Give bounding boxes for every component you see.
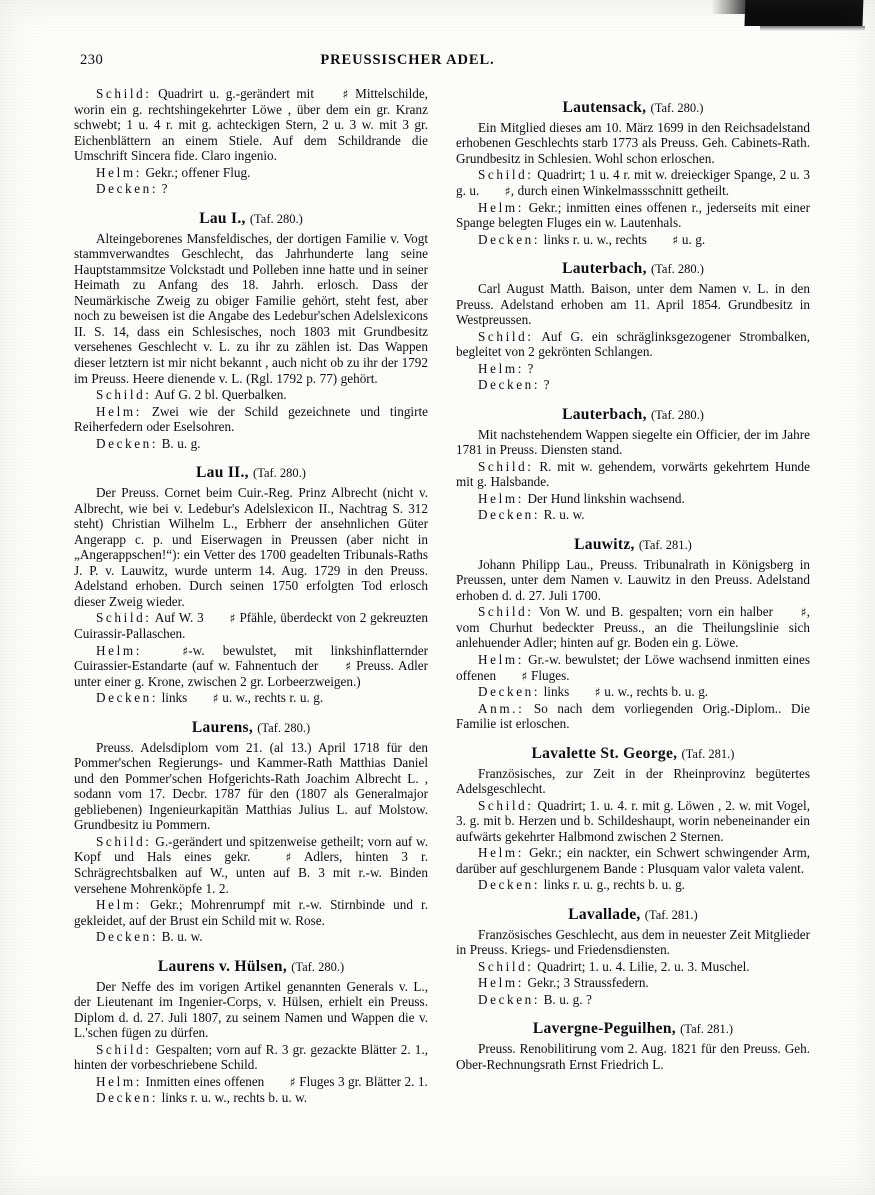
entry-field-paragraph — [456, 200, 810, 231]
heraldic-hatching-icon: ♯ — [800, 604, 807, 620]
entry-field-text: B. u. g. ? — [540, 991, 592, 1007]
entry-field-label: Helm: — [96, 1073, 142, 1089]
entry-heading — [456, 745, 810, 763]
entry-field-text: R. u. w. — [540, 507, 585, 523]
dictionary-entry — [74, 210, 428, 451]
dictionary-entry — [456, 536, 810, 732]
entry-field-paragraph — [456, 652, 810, 683]
entry-heading — [456, 406, 810, 424]
entry-field-text: B. u. w. — [158, 929, 203, 945]
entry-field-paragraph — [74, 181, 428, 197]
entry-plate-reference: (Taf. 281.) — [681, 746, 735, 761]
entry-plate-reference: (Taf. 281.) — [680, 1022, 734, 1037]
entry-family-name: Lauwitz, — [574, 535, 635, 553]
entry-field-label: Helm: — [96, 164, 142, 180]
entry-field-text: links r. u. g., rechts b. u. g. — [540, 877, 685, 893]
heraldic-hatching-icon: ♯ — [229, 610, 236, 626]
entry-field-paragraph — [456, 701, 810, 732]
heraldic-hatching-icon: ♯ — [345, 658, 352, 674]
heraldic-hatching-icon: ♯ — [504, 183, 511, 199]
entry-field-text: R. mit w. gehendem, vorwärts gekehrtem Hunde mit g. Halsbande. — [456, 458, 810, 490]
entry-family-name: Lavalette St. George, — [531, 744, 678, 762]
dictionary-entry — [456, 1020, 810, 1072]
entry-field-paragraph — [456, 232, 810, 248]
entry-family-name: Lavallade, — [568, 905, 641, 923]
entry-family-name: Lau II., — [196, 464, 249, 482]
heraldic-hatching-icon: ♯ — [212, 690, 219, 706]
entry-family-name: Lau I., — [199, 209, 246, 227]
entry-field-label: Schild: — [478, 328, 534, 344]
entry-field-paragraph — [456, 329, 810, 360]
entry-field-label: Schild: — [96, 610, 152, 626]
column-right — [456, 86, 810, 1108]
entry-heading — [456, 536, 810, 554]
entry-field-text: Der Preuss. Cornet beim Cuir.-Reg. Prinz Albrecht (nicht v. Albrecht, wie bei v. Ledebur's Adelslexicon II., Nachtrag S. 312 steht) Christian Wilhelm L., Erbherr der ansehnlichen Güter Angerapp c. p. und Eiserwagen in Preussen (aber nicht in „Angerappschen!“): ein Vetter des 1700 geadelten Tribunals-Raths J. P. v. Lauwitz, wurde unterm 14. Aug. 1729 in den Preuss. Adelstand erhoben. Durch seinen 1750 erfolgten Tod erlosch dieser Zweig wieder. — [74, 485, 428, 609]
entry-field-text: Zwei wie der Schild gezeichnete und tingirte Reiherfedern oder Eselsohren. — [74, 403, 428, 435]
entry-field-label: Decken: — [478, 377, 541, 393]
entry-body-paragraph — [74, 979, 428, 1041]
entry-field-text: links r. u. w., rechts ♯ u. g. — [540, 231, 706, 248]
entry-field-text: So nach dem vorliegenden Orig.-Diplom.. Die Familie ist erloschen. — [456, 700, 810, 732]
entry-field-text: Gr.-w. bewulstet; der Löwe wachsend inmitten eines offenen ♯ Fluges. — [456, 652, 810, 684]
entry-field-paragraph — [456, 975, 810, 991]
entry-field-paragraph — [456, 684, 810, 700]
entry-field-paragraph — [456, 377, 810, 393]
entry-field-text: ♯-w. bewulstet, mit linkshinflatternder Cuirassier-Estandarte (auf w. Fahnentuch der ♯ Preuss. Adler unter einer g. Krone, zwischen 2 gr. Lorbeerzweigen.) — [74, 642, 429, 689]
entry-field-paragraph — [456, 877, 810, 893]
entry-field-label: Helm: — [478, 652, 524, 668]
dictionary-entry — [456, 906, 810, 1008]
entry-field-paragraph — [74, 929, 428, 945]
text-columns — [74, 86, 811, 1108]
entry-heading — [74, 958, 428, 976]
entry-body-paragraph — [456, 120, 810, 167]
scan-artifact-black-smear — [744, 0, 863, 26]
entry-heading — [74, 210, 428, 228]
entry-field-label: Decken: — [96, 181, 159, 197]
entry-field-paragraph — [74, 1074, 428, 1090]
entry-field-text: Johann Philipp Lau., Preuss. Tribunalrath in Königsberg in Preussen, unter dem Namen v. Lauwitz in den Preuss. Adelstand erhoben d. d. 27. Juli 1700. — [456, 556, 810, 603]
entry-field-text: Ein Mitglied dieses am 10. März 1699 in den Reichsadelstand erhobenen Geschlechts starb 1773 als Preuss. Geh. Cabinets-Rath. Grundbesitz in Schlesien. Wohl schon erloschen. — [456, 119, 810, 166]
entry-field-text: Der Hund linkshin wachsend. — [523, 490, 685, 506]
entry-body-paragraph — [74, 485, 428, 609]
entry-field-paragraph — [456, 167, 810, 198]
entry-field-text: G.-gerändert und spitzenweise getheilt; vorn auf w. Kopf und Hals eines gekr. ♯ Adlers, hinten 3 r. Schrägrechtsbalken auf W., unten auf B. 3 mit r.-w. Binden versehene Mohrenköpfe 1. 2. — [74, 833, 429, 896]
entry-heading — [456, 99, 810, 117]
entry-field-paragraph — [74, 404, 428, 435]
entry-family-name: Lavergne-Peguilhen, — [532, 1020, 676, 1038]
entry-field-paragraph — [74, 1042, 428, 1073]
entry-field-text: Mit nachstehendem Wappen siegelte ein Officier, der im Jahre 1781 in Preuss. Diensten stand. — [456, 426, 810, 458]
entry-field-text: Gekr.; inmitten eines offenen r., jederseits mit einer Spange belegten Fluges ein w. Lautenhals. — [456, 199, 810, 231]
column-left — [74, 86, 428, 1108]
entry-field-label: Helm: — [478, 975, 524, 991]
entry-field-paragraph — [456, 459, 810, 490]
entry-body-paragraph — [456, 927, 810, 958]
entry-field-paragraph — [74, 436, 428, 452]
entry-heading — [456, 260, 810, 278]
entry-field-text: Preuss. Renobilitirung vom 2. Aug. 1821 für den Preuss. Geh. Ober-Rechnungsrath Ernst Friedrich L. — [456, 1041, 810, 1072]
entry-heading — [456, 906, 810, 924]
entry-field-text: Auf G. 2 bl. Querbalken. — [151, 387, 287, 403]
dictionary-entry — [74, 464, 428, 705]
entry-field-label: Schild: — [478, 167, 534, 183]
entry-field-text: links ♯ u. w., rechts r. u. g. — [158, 690, 324, 706]
entry-body-paragraph — [456, 427, 810, 458]
entry-plate-reference: (Taf. 280.) — [650, 262, 704, 277]
entry-heading — [74, 464, 428, 482]
entry-field-text: Der Neffe des im vorigen Artikel genannten Generals v. L., der Lieutenant im Ingenier-Corps, v. Hülsen, erhielt ein Preuss. Diplom d. d. 27. Juli 1807, zu seinem Namen und Wappen die v. L.'schen fügen zu dürfen. — [74, 978, 428, 1041]
entry-field-text: Quadrirt; 1. u. 4. r. mit g. Löwen , 2. w. mit Vogel, 3. g. mit b. Herzen und b. Schildeshaupt, worin nebeneinander ein aufwärts gekehrter Halbmond zwischen 2 Sternen. — [456, 797, 810, 844]
entry-plate-reference: (Taf. 280.) — [650, 407, 704, 422]
entry-field-paragraph — [456, 959, 810, 975]
dictionary-entry — [456, 745, 810, 893]
entry-plate-reference: (Taf. 280.) — [291, 959, 345, 974]
entry-field-text: Französisches, zur Zeit in der Rheinprovinz begütertes Adelsgeschlecht. — [456, 765, 810, 797]
entry-plate-reference: (Taf. 281.) — [638, 537, 692, 552]
entry-plate-reference: (Taf. 280.) — [249, 211, 303, 226]
entry-field-label: Schild: — [478, 604, 534, 620]
entry-field-label: Schild: — [96, 1041, 152, 1057]
entry-family-name: Lauterbach, — [562, 405, 647, 423]
heraldic-hatching-icon: ♯ — [289, 1074, 296, 1090]
entry-field-text: ? — [540, 377, 550, 393]
entry-field-text: Auf W. 3 ♯ Pfähle, überdeckt von 2 gekreuzten Cuirassir-Pallaschen. — [74, 610, 428, 642]
entry-field-label: Helm: — [478, 845, 524, 861]
entry-field-paragraph — [456, 992, 810, 1008]
entry-field-label: Helm: — [478, 360, 524, 376]
entry-body-paragraph — [74, 231, 428, 386]
heraldic-hatching-icon: ♯ — [672, 232, 679, 248]
entry-field-text: Gekr.; ein nackter, ein Schwert schwingender Arm, darüber auf geschlurgenem Bande : Plusquam valor valeta valent. — [456, 845, 810, 876]
entry-field-paragraph — [74, 1090, 428, 1106]
entry-field-text: Französisches Geschlecht, aus dem in neuester Zeit Mitglieder in Preuss. Kriegs- und Friedensdiensten. — [456, 926, 810, 958]
entry-family-name: Laurens v. Hülsen, — [157, 957, 288, 975]
entry-field-paragraph — [74, 387, 428, 403]
entry-field-paragraph — [74, 834, 428, 896]
entry-field-label: Schild: — [478, 797, 534, 813]
entry-heading — [456, 1020, 810, 1038]
entry-field-text: Gekr.; Mohrenrumpf mit r.-w. Stirnbinde und r. gekleidet, auf der Brust ein Schild mit w. Rose. — [74, 897, 428, 928]
page-title: PREUSSISCHER ADEL. — [320, 52, 495, 68]
entry-field-label: Decken: — [96, 690, 159, 706]
entry-field-text: Carl August Matth. Baison, unter dem Namen v. L. in den Preuss. Adelstand erhoben am 11. April 1854. Grundbesitz in Westpreussen. — [456, 281, 810, 328]
entry-field-label: Schild: — [478, 458, 534, 474]
entry-field-text: Inmitten eines offenen ♯ Fluges 3 gr. Blätter 2. 1. — [141, 1073, 428, 1090]
entry-field-label: Decken: — [478, 991, 541, 1007]
entry-field-label: Schild: — [96, 86, 152, 101]
entry-field-label: Decken: — [478, 231, 541, 247]
entry-field-paragraph — [456, 604, 810, 651]
entry-plate-reference: (Taf. 280.) — [650, 101, 704, 115]
entry-field-label: Schild: — [96, 833, 152, 849]
entry-field-text: Von W. und B. gespalten; vorn ein halber ♯, vom Churhut bedeckter Preuss., an die Theilungslinie sich anlehuender Adler; hinten auf gr. Boden ein g. Löwe. — [456, 604, 810, 651]
heraldic-hatching-icon: ♯ — [594, 684, 601, 700]
entry-field-paragraph — [74, 86, 428, 164]
entry-field-paragraph — [74, 690, 428, 706]
entry-field-text: Quadrirt; 1 u. 4 r. mit w. dreieckiger Spange, 2 u. 3 g. u. ♯, durch einen Winkelmassschnitt getheilt. — [456, 167, 810, 199]
running-head — [0, 52, 875, 72]
page-number: 230 — [80, 52, 104, 68]
dictionary-entry — [456, 99, 810, 247]
entry-field-label: Helm: — [478, 490, 524, 506]
entry-field-label: Decken: — [478, 507, 541, 523]
entry-field-text: Gespalten; vorn auf R. 3 gr. gezackte Blätter 2. 1., hinten der vorbeschriebene Schild. — [74, 1041, 428, 1073]
entry-field-paragraph — [74, 643, 428, 690]
entry-field-text: Quadrirt u. g.-gerändert mit ♯ Mittelschilde, worin ein g. rechtshingekehrter Löwe , über dem ein gr. Kranz schwebt; 1 u. 4 r. mit g. achteckigen Stern, 2 u. 3 w. mit 3 gr. Eichenblättern an einem Stiele. Auf dem Schildrande die Umschrift Sincera fide. Claro ingenio. — [74, 86, 428, 164]
entry-field-label: Decken: — [96, 435, 159, 451]
dictionary-entry — [74, 719, 428, 945]
entry-body-paragraph — [456, 281, 810, 328]
entry-field-text: Gekr.; offener Flug. — [141, 164, 251, 180]
entry-field-text: Gekr.; 3 Straussfedern. — [523, 975, 649, 991]
entry-plate-reference: (Taf. 280.) — [253, 466, 306, 481]
heraldic-hatching-icon: ♯ — [285, 849, 292, 865]
entry-field-paragraph — [74, 897, 428, 928]
dictionary-entry — [74, 958, 428, 1106]
entry-field-label: Decken: — [478, 877, 541, 893]
entry-body-paragraph — [456, 766, 810, 797]
entry-field-label: Decken: — [96, 1090, 159, 1106]
entry-field-label: Helm: — [478, 199, 524, 215]
entry-field-paragraph — [456, 507, 810, 523]
entry-heading — [74, 719, 428, 737]
entry-field-paragraph — [456, 361, 810, 377]
dictionary-entry — [456, 260, 810, 393]
entry-field-text: links ♯ u. w., rechts b. u. g. — [540, 684, 709, 700]
entry-field-text: ? — [158, 181, 168, 197]
entry-field-paragraph — [456, 491, 810, 507]
entry-field-label: Helm: — [96, 897, 142, 913]
entry-family-name: Lautensack, — [562, 99, 647, 116]
entry-field-text: Preuss. Adelsdiplom vom 21. (al 13.) April 1718 für den Pommer'schen Regierungs- und Kammer-Rath Matthias Daniel und den Pommer'schen Hofgerichts-Rath Joachim Albrecht L. , sodann vom 17. Decbr. 1787 für den (1807 als Generalmajor gebliebenen) Ingenieurkapitän Matthias Julius L. auf Molstow. Grundbesitz iu Pommern. — [74, 739, 428, 833]
dictionary-entry — [456, 406, 810, 523]
entry-field-label: Schild: — [96, 387, 152, 403]
heraldic-hatching-icon: ♯ — [182, 643, 189, 659]
entry-field-text: Auf G. ein schräglinksgezogener Strombalken, begleitet von 2 gekrönten Schlangen. — [456, 328, 810, 360]
entry-field-paragraph — [456, 845, 810, 876]
entry-field-label: Anm.: — [478, 700, 525, 716]
entry-family-name: Lauterbach, — [562, 260, 647, 278]
entry-field-paragraph — [74, 610, 428, 641]
entry-family-name: Laurens, — [191, 718, 253, 736]
entry-field-label: Helm: — [96, 403, 142, 419]
entry-body-paragraph — [456, 1041, 810, 1072]
entry-field-label: Helm: — [96, 642, 142, 658]
scan-artifact-edge — [760, 26, 865, 31]
entry-plate-reference: (Taf. 280.) — [257, 720, 311, 735]
entry-field-text: B. u. g. — [158, 435, 201, 451]
entry-plate-reference: (Taf. 281.) — [644, 907, 698, 922]
heraldic-hatching-icon: ♯ — [521, 668, 528, 684]
entry-field-paragraph — [74, 165, 428, 181]
entry-field-text: Quadrirt; 1. u. 4. Lilie, 2. u. 3. Muschel. — [533, 958, 750, 974]
entry-field-text: Alteingeborenes Mansfeldisches, der dortigen Familie v. Vogt stammverwandtes Geschlecht, das Jahrhunderte lang seine Hauptstammsitze Volckstadt und Polleben inne hatte und in seiner Heimath zu Anfang des 18. Jahrh. erlosch. Dass der Neumärkische Zweig zu obiger Familie gehört, steht fest, aber noch zu beweisen ist die Angabe des Ledebur'schen Adelslexicons II. S. 14, dass ein Schlesisches, noch 1803 mit Grundbesitz versehenes Geschlecht v. L. zu ihr zu zählen ist. Das Wappen dieser letztern ist mir nicht bekannt , auch nicht ob zu ihr der 1792 im Preuss. Heere dienende v. L. (Rgl. 1792 p. 77) gehört. — [74, 230, 428, 386]
entry-field-label: Decken: — [96, 929, 159, 945]
entry-field-label: Schild: — [478, 958, 534, 974]
dictionary-entry — [74, 86, 428, 197]
entry-field-text: ? — [523, 360, 534, 376]
entry-field-text: links r. u. w., rechts b. u. w. — [158, 1090, 308, 1106]
entry-body-paragraph — [456, 557, 810, 604]
entry-field-label: Decken: — [478, 684, 541, 700]
heraldic-hatching-icon: ♯ — [342, 86, 349, 102]
entry-field-paragraph — [456, 798, 810, 845]
entry-body-paragraph — [74, 740, 428, 833]
